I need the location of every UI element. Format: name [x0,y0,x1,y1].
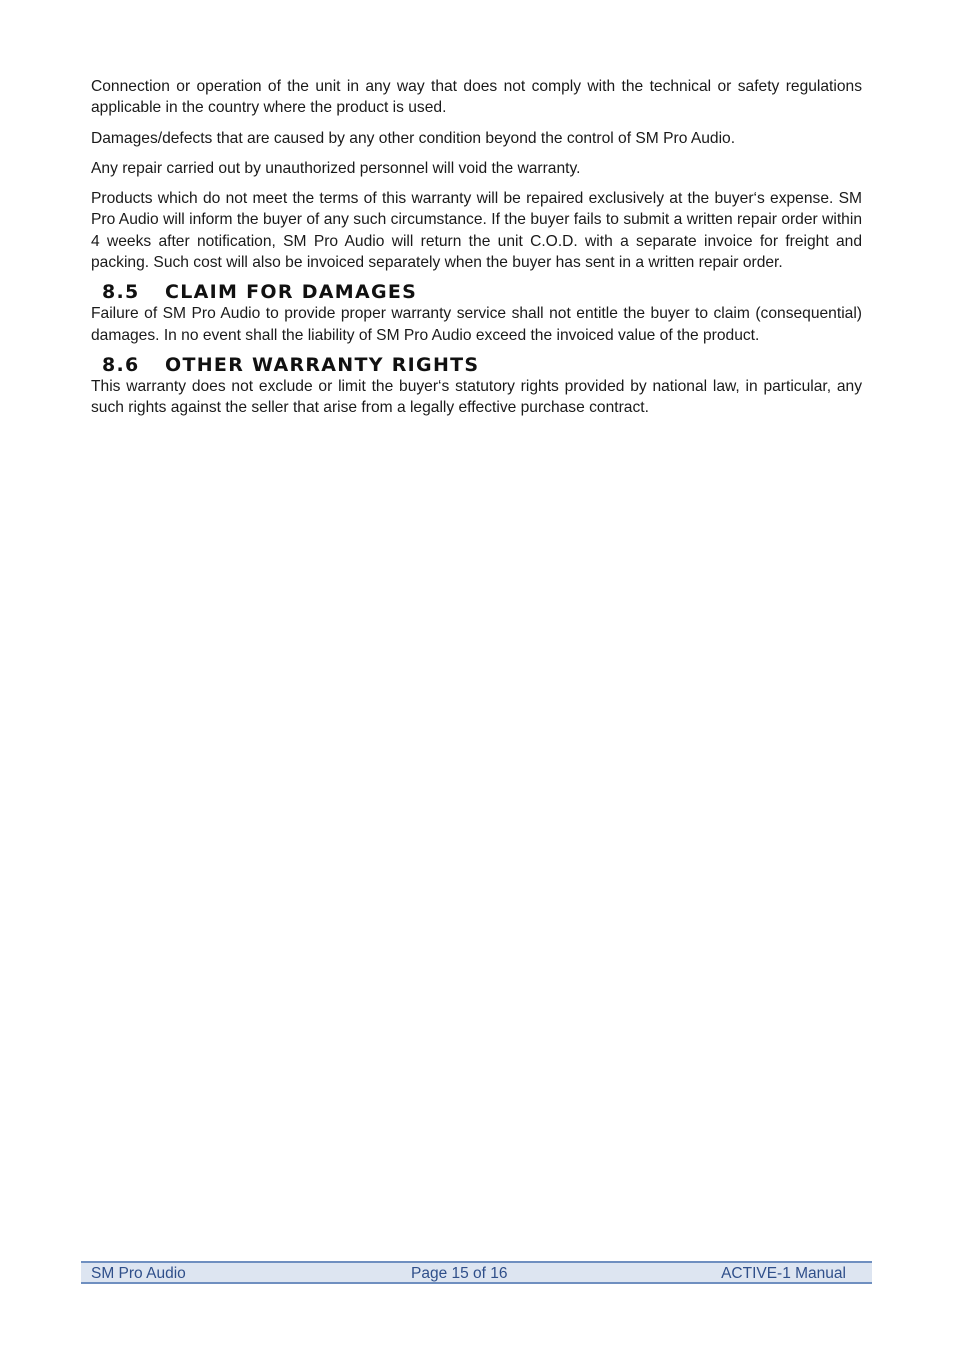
paragraph-damages: Damages/defects that are caused by any other condition beyond the control of SM Pro Audio. [91,129,736,147]
footer-manual-title: ACTIVE-1 Manual [721,1265,846,1282]
section-number: 8.5 [102,281,140,304]
section-heading-claim-for-damages [91,281,862,303]
paragraph-buyer-expense: Products which do not meet the terms of this warranty will be repaired exclusively at the buyer‘s expense. SM Pro Audio will inform the buyer of any such circumstance. If the buyer fails to submit a written repair order within 4 weeks after notification, SM Pro Audio will return the unit C.O.D. with a separate invoice for freight and packing. Such cost will also be invoiced separately when the buyer has sent in a written repair order. [91,190,862,272]
paragraph-repair: Any repair carried out by unauthorized personnel will void the warranty. [91,159,581,177]
paragraph-claim-for-damages: Failure of SM Pro Audio to provide proper warranty service shall not entitle the buyer to claim (consequential) damages. In no event shall the liability of SM Pro Audio exceed the invoiced value of the product. [91,305,862,344]
paragraph-other-warranty-rights: This warranty does not exclude or limit the buyer‘s statutory rights provided by national law, in particular, any such rights against the seller that arise from a legally effective purchase contract. [91,377,862,417]
section-number: 8.6 [102,353,140,376]
footer-company: SM Pro Audio [91,1265,186,1282]
paragraph-connection: Connection or operation of the unit in any way that does not comply with the technical or safety regulations applicable in the country where the product is used. [91,78,862,117]
section-title: CLAIM FOR DAMAGES [165,281,418,304]
page-content [91,76,862,427]
footer-page-number: Page 15 of 16 [411,1265,508,1282]
section-title: OTHER WARRANTY RIGHTS [165,353,480,376]
page-footer [81,1261,872,1284]
section-heading-other-warranty-rights [91,354,862,376]
